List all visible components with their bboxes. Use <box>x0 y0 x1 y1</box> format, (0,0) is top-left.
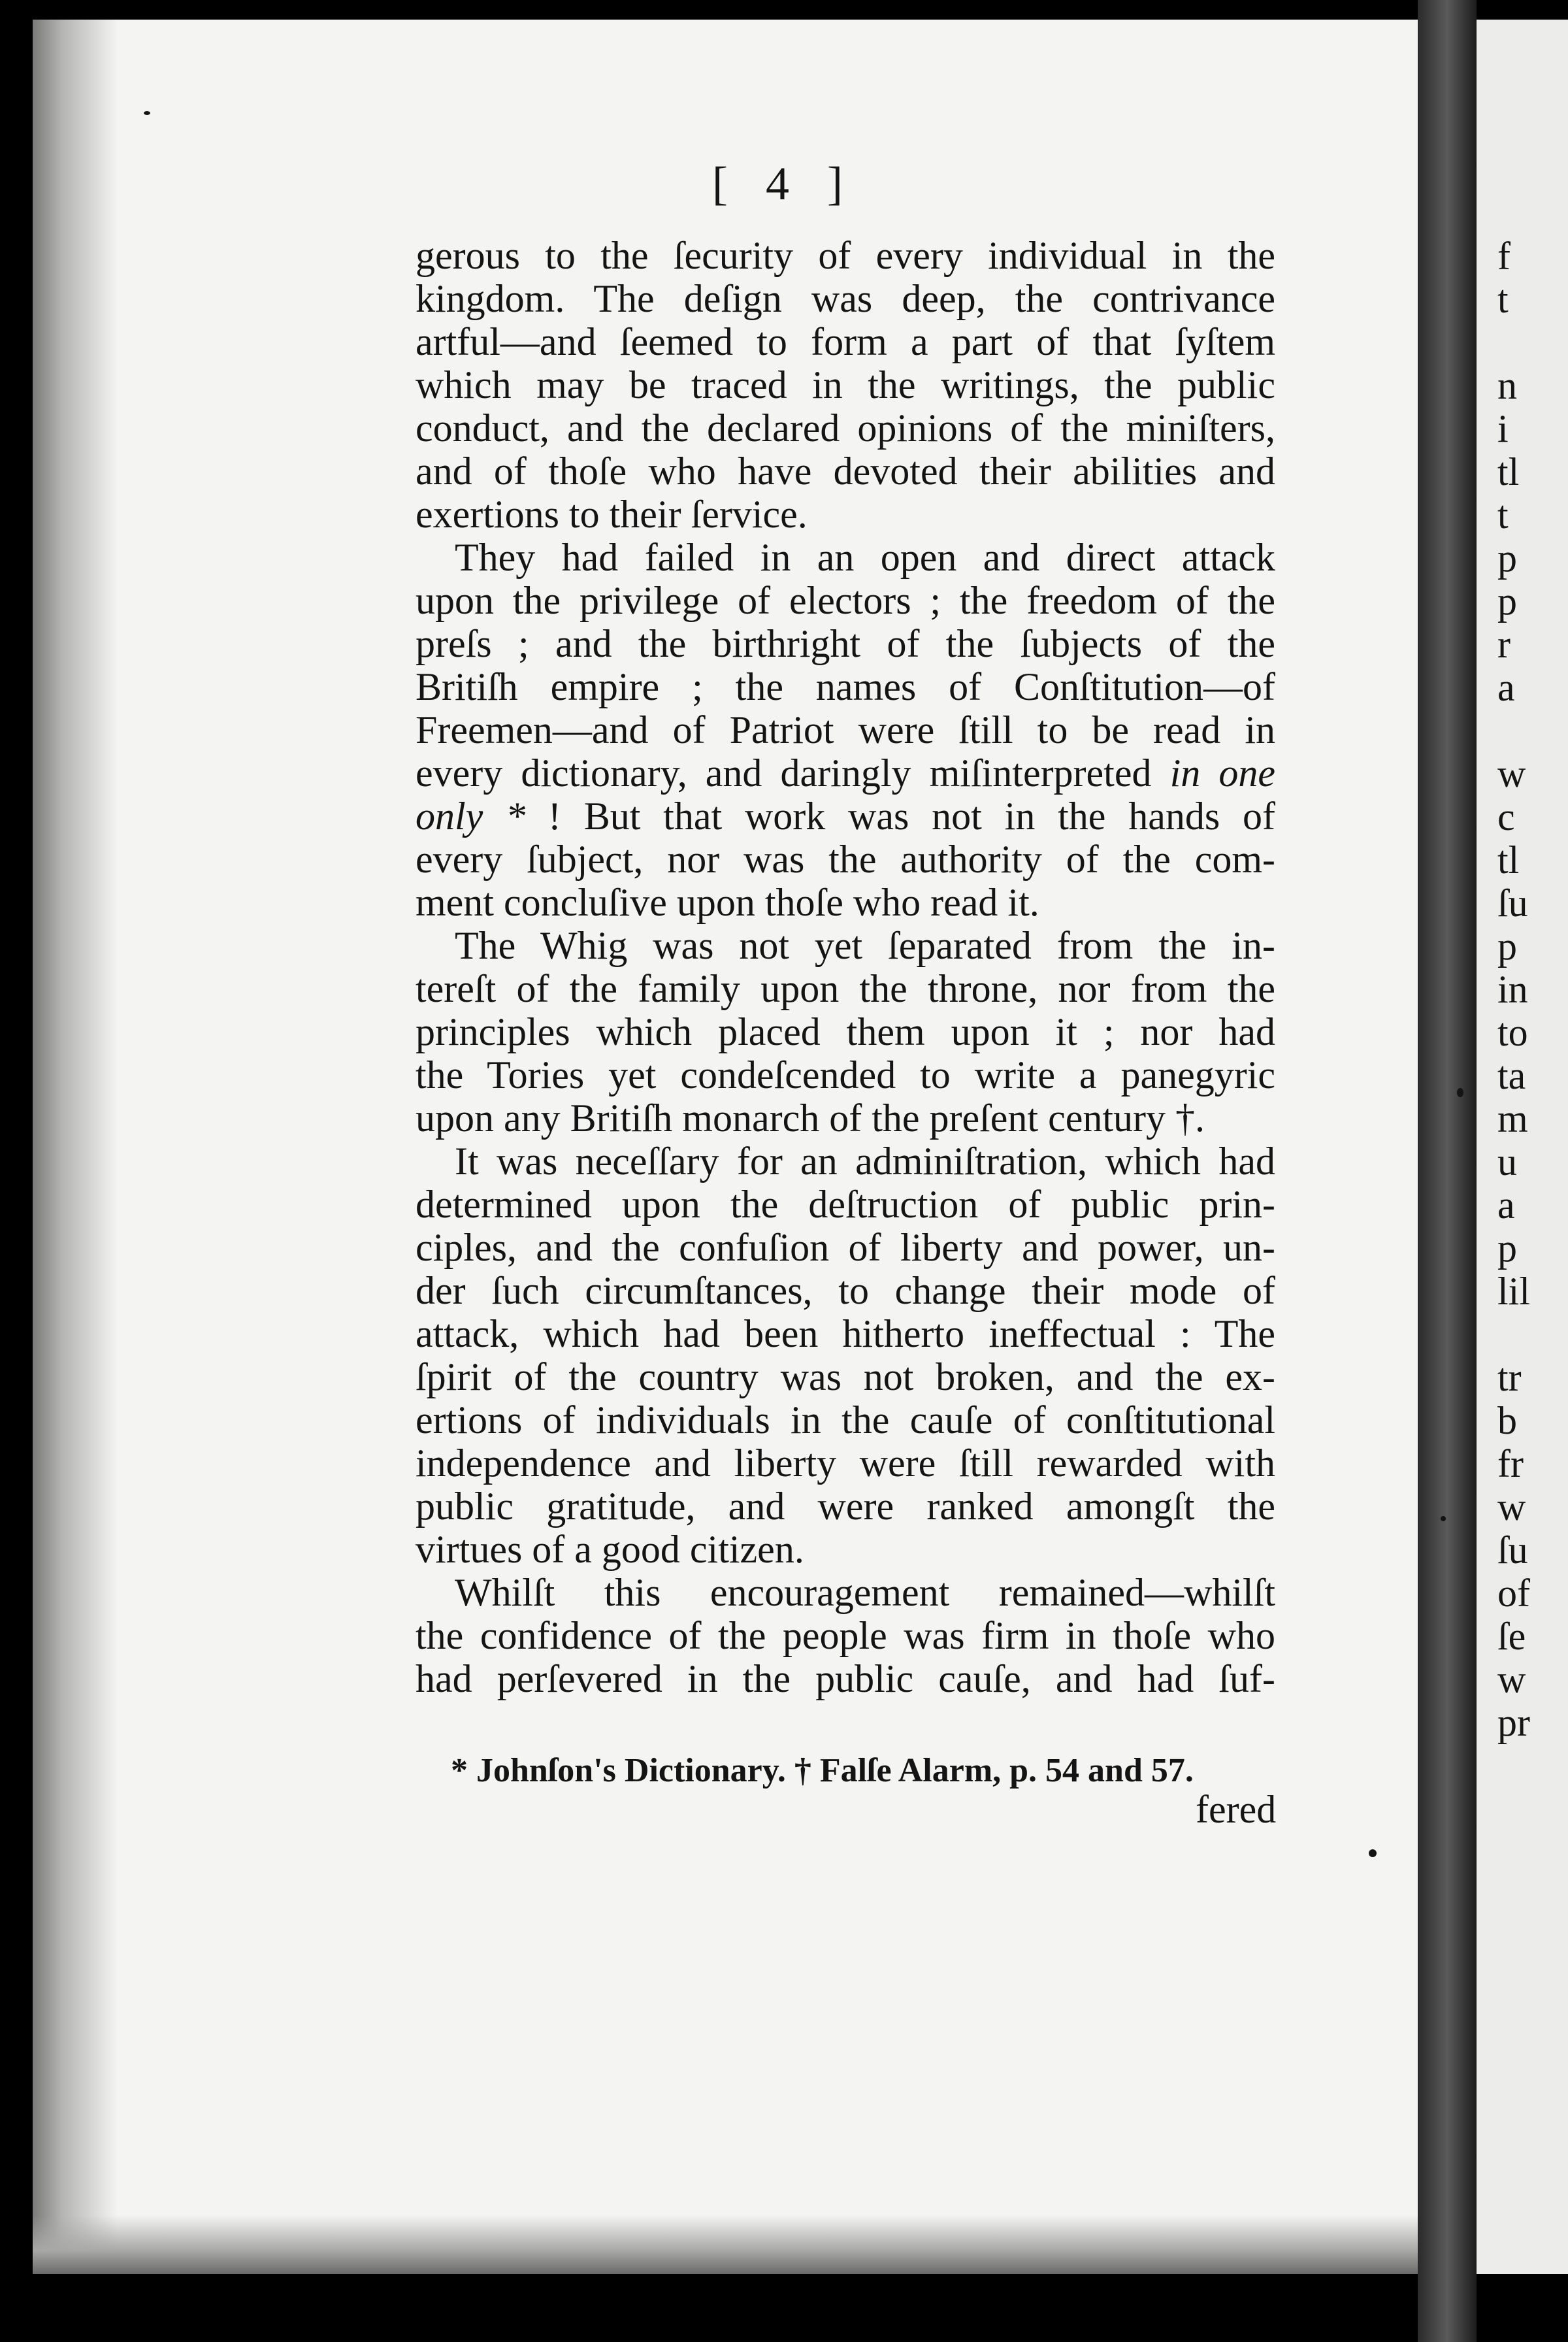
facing-page <box>1477 20 1568 2274</box>
text-line: had perſevered in the public cauſe, and had ſuf- <box>416 1657 1275 1700</box>
text-line: upon any Britiſh monarch of the preſent century †. <box>416 1097 1205 1140</box>
facing-page-fragment: n <box>1497 364 1517 407</box>
page-number: [ 4 ] <box>712 157 856 210</box>
facing-page-fragment: p <box>1497 580 1517 623</box>
page-bottom-shadow <box>33 2215 1450 2274</box>
facing-page-fragment: fr <box>1497 1442 1524 1485</box>
ink-speck <box>1369 1849 1377 1857</box>
facing-page-fragment: f <box>1497 235 1511 278</box>
facing-page-fragment: w <box>1497 752 1526 795</box>
text-line: kingdom. The deſign was deep, the contrivance <box>416 277 1275 320</box>
facing-page-fragment: t <box>1497 278 1509 321</box>
facing-page-fragment: r <box>1497 623 1511 666</box>
text-line: ment concluſive upon thoſe who read it. <box>416 881 1039 924</box>
text-line: virtues of a good citizen. <box>416 1528 804 1571</box>
text-line: principles which placed them upon it ; nor had <box>416 1010 1275 1053</box>
text-line: They had failed in an open and direct attack <box>455 536 1275 579</box>
facing-page-fragment: c <box>1497 795 1515 838</box>
text-span: ! But that work was not in the hands of <box>547 795 1275 838</box>
ink-speck <box>1441 1516 1446 1521</box>
facing-page-fragment: to <box>1497 1011 1528 1054</box>
facing-page-fragment: tl <box>1497 838 1520 882</box>
text-line: conduct, and the declared opinions of the miniſters, <box>416 406 1275 450</box>
facing-page-fragment: of <box>1497 1572 1530 1615</box>
text-line: the Tories yet condeſcended to write a panegyric <box>416 1053 1275 1097</box>
book-gutter <box>1418 0 1477 2342</box>
facing-page-fragment: ta <box>1497 1054 1526 1097</box>
facing-page-fragment: w <box>1497 1485 1526 1528</box>
facing-page-fragment: w <box>1497 1658 1526 1701</box>
facing-page-fragment: m <box>1497 1097 1528 1140</box>
facing-page-fragment: p <box>1497 925 1517 968</box>
text-line: gerous to the ſecurity of every individual in the <box>416 234 1275 277</box>
text-line: ciples, and the confuſion of liberty and power, un- <box>416 1226 1275 1269</box>
facing-page-fragment: pr <box>1497 1701 1530 1744</box>
facing-page-fragment: ſu <box>1497 1528 1528 1572</box>
text-line: It was neceſſary for an adminiſtration, which had <box>455 1140 1275 1183</box>
text-line: ſpirit of the country was not broken, and the ex- <box>416 1355 1275 1398</box>
facing-page-fragment: a <box>1497 666 1515 709</box>
facing-page-fragment: p <box>1497 1227 1517 1270</box>
facing-page-fragment: tl <box>1497 450 1520 493</box>
text-line: preſs ; and the birthright of the ſubjects of the <box>416 622 1275 665</box>
text-line <box>416 795 1275 838</box>
facing-page-fragment: tr <box>1497 1356 1522 1399</box>
footnote: * Johnſon's Dictionary. † Falſe Alarm, p. 54 and 57. <box>451 1752 1194 1789</box>
text-line: tereſt of the family upon the throne, nor from the <box>416 967 1275 1010</box>
catchword: fered <box>1196 1788 1277 1831</box>
text-line: Britiſh empire ; the names of Conſtitution—of <box>416 665 1275 708</box>
text-span: every dictionary, and daringly miſinterpreted <box>416 751 1170 795</box>
italic-text: in one <box>1169 751 1275 795</box>
text-line: and of thoſe who have devoted their abilities and <box>416 450 1275 493</box>
text-line: der ſuch circumſtances, to change their mode of <box>416 1269 1275 1312</box>
text-line: which may be traced in the writings, the public <box>416 363 1275 406</box>
text-line: exertions to their ſervice. <box>416 493 808 536</box>
text-line: public gratitude, and were ranked amongſt the <box>416 1485 1275 1528</box>
page-edge-shadow <box>33 20 118 2274</box>
ink-speck <box>1457 1088 1463 1097</box>
text-line: The Whig was not yet ſeparated from the in- <box>455 924 1275 967</box>
text-line: the confidence of the people was firm in thoſe who <box>416 1614 1275 1657</box>
facing-page-fragment: p <box>1497 536 1517 580</box>
text-line: artful—and ſeemed to form a part of that ſyſtem <box>416 320 1275 363</box>
text-line: Freemen—and of Patriot were ſtill to be read in <box>416 708 1275 751</box>
ink-speck <box>144 111 150 115</box>
text-line: independence and liberty were ſtill rewarded with <box>416 1442 1275 1485</box>
text-line <box>416 751 1275 795</box>
facing-page-fragment: b <box>1497 1399 1517 1442</box>
facing-page-fragment: ſe <box>1497 1615 1526 1658</box>
text-line: ertions of individuals in the cauſe of conſtitutional <box>416 1398 1275 1442</box>
text-line: upon the privilege of electors ; the freedom of the <box>416 579 1275 622</box>
facing-page-fragment: u <box>1497 1140 1517 1183</box>
facing-page-fragment: a <box>1497 1183 1515 1227</box>
text-line: determined upon the deſtruction of public prin- <box>416 1183 1275 1226</box>
italic-text: only * <box>416 795 548 838</box>
facing-page-fragment: i <box>1497 407 1509 450</box>
facing-page-fragment: ſu <box>1497 882 1528 925</box>
facing-page-fragment: in <box>1497 968 1528 1011</box>
text-line: Whilſt this encouragement remained—whilſt <box>455 1571 1275 1614</box>
text-line: attack, which had been hitherto ineffectual : The <box>416 1312 1275 1355</box>
facing-page-fragment: t <box>1497 493 1509 536</box>
facing-page-fragment: lil <box>1497 1270 1531 1313</box>
text-line: every ſubject, nor was the authority of the com- <box>416 838 1275 881</box>
